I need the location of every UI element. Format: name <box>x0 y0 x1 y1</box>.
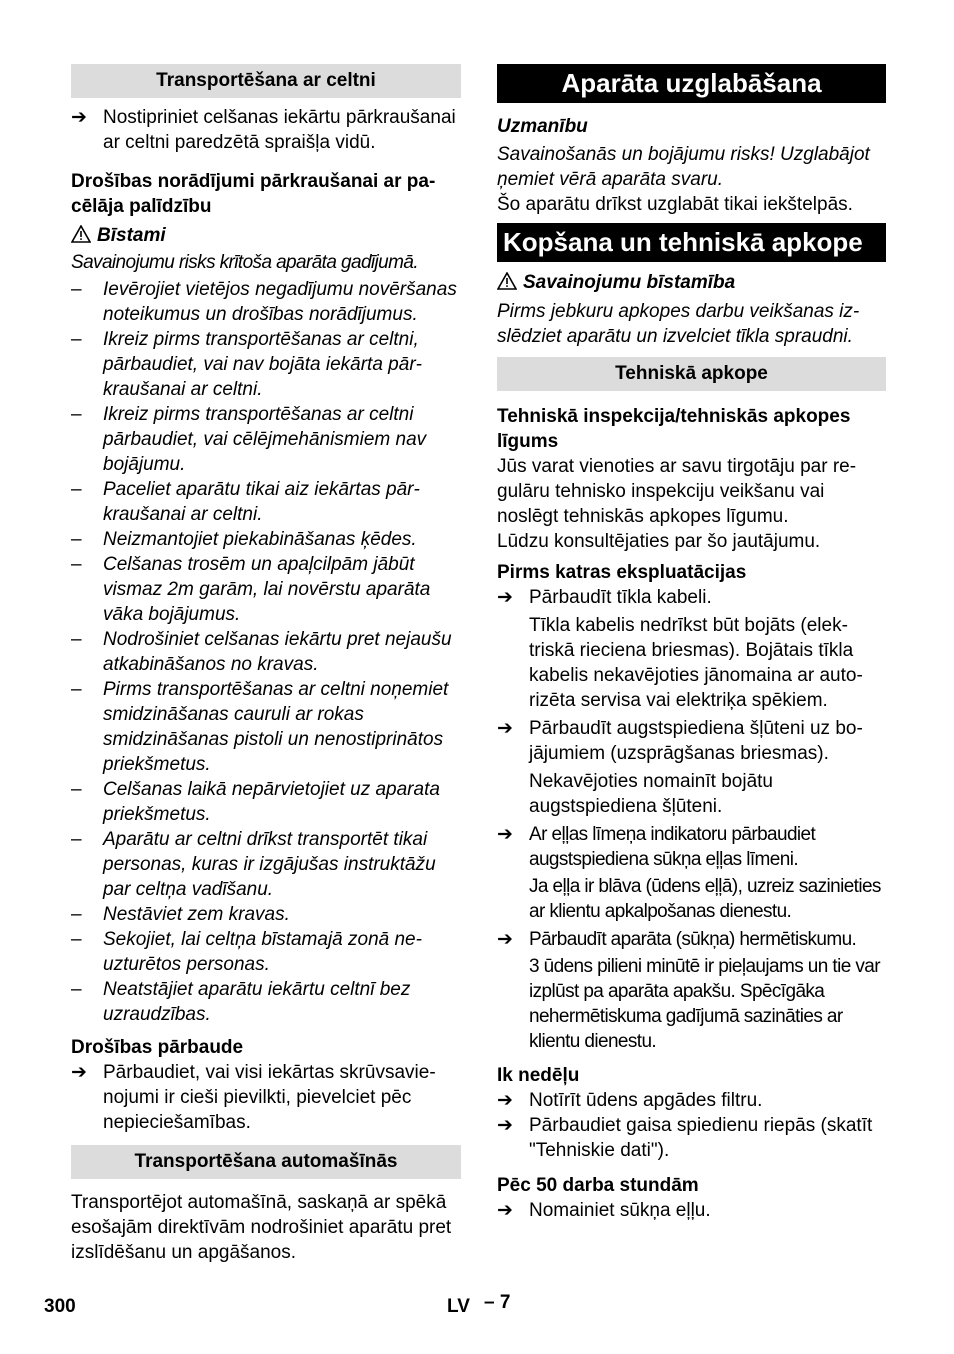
dash-bullet: – <box>71 829 82 850</box>
instruction: ➔ Nostipriniet celšanas iekārtu pārkraušanai ar celtni paredzētā spraišļa vidū. <box>71 107 456 153</box>
list-item <box>71 902 461 927</box>
list-item-text: Paceliet aparātu tikai aiz iekārtas pārkraušanai ar celtni. <box>103 479 420 525</box>
list-item-text: Nestāviet zem kravas. <box>103 904 290 925</box>
dash-bullet: – <box>71 279 82 300</box>
instruction-note: Tīkla kabelis nedrīkst būt bojāts (elektriskā rieciena briesmas). Bojātais tīkla kabelis nekavējoties jānomaina ar autorizēta servisa vai elektriķa spēkiem. <box>529 615 863 711</box>
arrow-icon: ➔ <box>71 107 87 128</box>
list-item-text: Celšanas trosēm un apaļcilpām jābūt vismaz 2m garām, lai novērstu aparāta vāka bojājumus. <box>103 554 431 625</box>
dash-bullet: – <box>71 629 82 650</box>
arrow-icon: ➔ <box>497 1090 513 1111</box>
list-item <box>71 677 461 777</box>
instruction: ➔ Nomainiet sūkņa eļļu. <box>497 1200 711 1221</box>
warning-icon <box>71 225 91 243</box>
dash-bullet: – <box>71 979 82 1000</box>
instruction: ➔ Pārbaudiet, vai visi iekārtas skrūvsavienojumi ir cieši pievilkti, pievelciet pēc nepieciešamības. <box>71 1062 436 1133</box>
dash-bullet: – <box>71 404 82 425</box>
arrow-icon: ➔ <box>71 1062 87 1083</box>
list-item <box>71 927 461 977</box>
arrow-icon: ➔ <box>497 1200 513 1221</box>
dash-bullet: – <box>71 929 82 950</box>
list-item <box>71 277 461 327</box>
paragraph: Transportējot automašīnā, saskaņā ar spēkā esošajām direktīvām nodrošiniet aparātu pret izslīdēšanu un apgāšanos. <box>71 1192 452 1263</box>
dash-bullet: – <box>71 329 82 350</box>
list-item-text: Sekojiet, lai celtņa bīstamajā zonā neuzturētos personas. <box>103 929 422 975</box>
instruction: ➔ Notīrīt ūdens apgādes filtru. <box>497 1090 763 1111</box>
list-item-text: Ievērojiet vietējos negadījumu novēršanas noteikumus un drošības norādījumus. <box>103 279 457 325</box>
dash-bullet: – <box>71 779 82 800</box>
paragraph: Jūs varat vienoties ar savu tirgotāju par regulāru tehnisko inspekciju veikšanu vai noslēgt tehniskās apkopes līgumu. <box>497 456 857 527</box>
list-item-text: Aparātu ar celtni drīkst transportēt tikai personas, kuras ir izgājušas instruktāžu par celtņa vadīšanu. <box>103 829 436 900</box>
chapter-heading: Aparāta uzglabāšana <box>497 64 886 103</box>
list-item-text: Ikreiz pirms transportēšanas ar celtni, pārbaudiet, vai nav bojāta iekārta pārkraušanai ar celtni. <box>103 329 422 400</box>
section-heading: Tehniskā apkope <box>497 357 886 391</box>
instruction: ➔ Pārbaudiet gaisa spiedienu riepās (skatīt "Tehniskie dati"). <box>497 1115 873 1161</box>
list-item-text: Neatstājiet aparātu iekārtu celtnī bez uzraudzības. <box>103 979 411 1025</box>
dash-bullet: – <box>71 529 82 550</box>
paragraph: Lūdzu konsultējaties par šo jautājumu. <box>497 531 821 552</box>
section-heading: Transportēšana automašīnās <box>71 1145 461 1179</box>
subheading: Drošības pārbaude <box>71 1037 244 1058</box>
section-heading: Transportēšana ar celtni <box>71 64 461 98</box>
list-item <box>71 552 461 627</box>
arrow-icon: ➔ <box>497 824 513 845</box>
list-item <box>71 777 461 827</box>
dash-bullet: – <box>71 904 82 925</box>
subheading: Drošības norādījumi pārkraušanai ar pacēlāja palīdzību <box>71 171 436 217</box>
instruction: ➔ Ar eļļas līmeņa indikatoru pārbaudiet augstspiediena sūkņa eļļas līmeni. <box>497 824 816 870</box>
page-number: 300 <box>44 1296 76 1317</box>
instruction-note: Nekavējoties nomainīt bojātu augstspiediena šļūteni. <box>529 771 773 817</box>
arrow-icon: ➔ <box>497 1115 513 1136</box>
subheading: Tehniskā inspekcija/tehniskās apkopes līgums <box>497 406 851 452</box>
caution-text: Savainošanās un bojājumu risks! Uzglabājot ņemiet vērā aparāta svaru. <box>497 144 870 190</box>
subheading: Pirms katras ekspluatācijas <box>497 562 747 583</box>
list-item <box>71 827 461 902</box>
list-item-text: Nodrošiniet celšanas iekārtu pret nejaušu atkabināšanos no kravas. <box>103 629 452 675</box>
instruction: ➔ Pārbaudīt aparāta (sūkņa) hermētiskumu. <box>497 929 857 950</box>
list-item <box>71 527 461 552</box>
paragraph: Šo aparātu drīkst uzglabāt tikai iekštelpās. <box>497 194 853 215</box>
danger-label: Bīstami <box>71 223 461 248</box>
page-footer <box>44 1292 514 1318</box>
caution-label: Uzmanību <box>497 116 588 137</box>
right-column <box>497 64 886 1223</box>
dash-bullet: – <box>71 479 82 500</box>
bullet-list <box>71 277 461 1027</box>
arrow-icon: ➔ <box>497 718 513 739</box>
subheading: Pēc 50 darba stundām <box>497 1175 699 1196</box>
list-item-text: Celšanas laikā nepārvietojiet uz aparata priekšmetus. <box>103 779 440 825</box>
list-item <box>71 627 461 677</box>
dash-bullet: – <box>71 554 82 575</box>
list-item <box>71 327 461 402</box>
instruction-note: 3 ūdens pilieni minūtē ir pieļaujams un tie var izplūst pa aparāta apakšu. Spēcīgāka nehermētiskuma gadījumā sazināties ar klientu dienestu. <box>529 956 880 1052</box>
arrow-icon: ➔ <box>497 587 513 608</box>
danger-label: Savainojumu bīstamība <box>497 270 886 295</box>
danger-text: Savainojumu risks krītoša aparāta gadījumā. <box>71 252 418 273</box>
section-page-number: – 7 <box>484 1292 511 1313</box>
danger-text: Pirms jebkuru apkopes darbu veikšanas izslēdziet aparātu un izvelciet tīkla spraudni. <box>497 301 860 347</box>
instruction-note: Ja eļļa ir blāva (ūdens eļļā), uzreiz sazinieties ar klientu apkalpošanas dienestu. <box>529 876 881 922</box>
list-item <box>71 977 461 1027</box>
instruction: ➔ Pārbaudīt tīkla kabeli. <box>497 587 712 608</box>
warning-icon <box>497 272 517 290</box>
list-item-text: Ikreiz pirms transportēšanas ar celtni pārbaudiet, vai cēlējmehānismiem nav bojājumu. <box>103 404 427 475</box>
chapter-heading: Kopšana un tehniskā apkope <box>497 223 886 262</box>
instruction: ➔ Pārbaudīt augstspiediena šļūteni uz bojājumiem (uzsprāgšanas briesmas). <box>497 718 863 764</box>
subheading: Ik nedēļu <box>497 1065 580 1086</box>
arrow-icon: ➔ <box>497 929 513 950</box>
dash-bullet: – <box>71 679 82 700</box>
list-item-text: Pirms transportēšanas ar celtni noņemiet smidzināšanas cauruli ar rokas smidzināšanas pistoli un nenostiprinātos priekšmetus. <box>103 679 449 775</box>
left-column <box>71 64 461 1265</box>
language-code: LV <box>447 1296 470 1317</box>
list-item <box>71 402 461 477</box>
list-item-text: Neizmantojiet piekabināšanas ķēdes. <box>103 529 417 550</box>
list-item <box>71 477 461 527</box>
